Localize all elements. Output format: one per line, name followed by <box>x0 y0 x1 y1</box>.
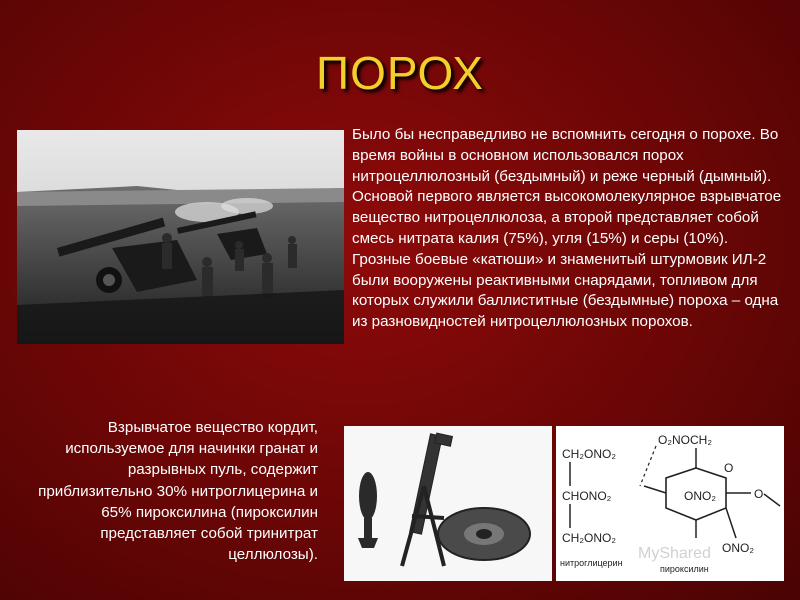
main-paragraph: Было бы несправедливо не вспомнить сегодня о порохе. Во время войны в основном использовался порох нитроцеллюлозный (бездымный) и реже черный (дымный). Основой первого является высокомолекулярное взрывчатое вещество нитроцеллюлоза, а второй представляет собой смесь нитрата калия (75%), угля (15%) и серы (10%). Грозные боевые «катюши» и знаменитый штурмовик ИЛ-2 были вооружены реактивными снарядами, топливом для которых служили баллиститные (бездымные) пороха – одна из разновидностей нитроцеллюлозных порохов. <box>352 126 782 331</box>
artillery-field-photo <box>17 130 344 344</box>
watermark-text: MyShared <box>638 545 711 562</box>
cordite-paragraph: Взрывчатое вещество кордит, используемое для начинки гранат и разрывных пуль, содержит приблизительно 30% нитроглицерина и 65% пироксилина (пироксилин представляет собой тринитрат целлюлозы). <box>38 419 318 564</box>
formula-left-line-1: CH₂ONO₂ <box>562 447 616 461</box>
chemical-formula-figure <box>556 426 784 581</box>
formula-left-caption: нитроглицерин <box>560 558 623 568</box>
formula-left-line-2: CHONO₂ <box>562 489 612 503</box>
formula-right-mid: ONO₂ <box>684 489 716 503</box>
formula-right-bottom: ONO₂ <box>722 541 754 555</box>
slide-title: ПОРОХ <box>316 47 484 99</box>
mortar-photo <box>344 426 552 581</box>
formula-right-caption: пироксилин <box>660 564 709 574</box>
ring-oxygen-label: O <box>724 461 734 475</box>
formula-right-top: O₂NOCH₂ <box>658 433 712 447</box>
bridge-oxygen-label: O <box>754 487 764 501</box>
formula-left-line-3: CH₂ONO₂ <box>562 531 616 545</box>
